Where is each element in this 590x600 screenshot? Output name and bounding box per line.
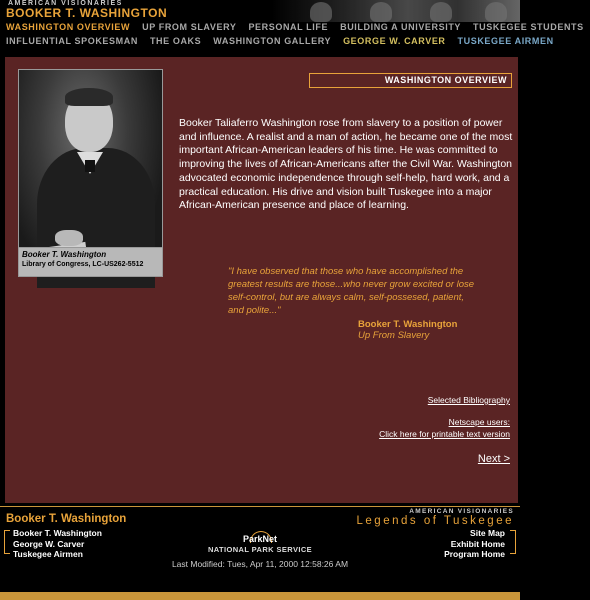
nav-row-primary <box>0 21 584 33</box>
footer-link-george-w-carver[interactable]: George W. Carver <box>13 538 85 549</box>
footer-title: Booker T. Washington <box>6 513 127 525</box>
footer-bracket-right <box>510 530 516 554</box>
nav-item-tuskegee-students[interactable]: TUSKEGEE STUDENTS <box>473 22 584 32</box>
last-modified: Last Modified: Tues, Apr 11, 2000 12:58:26 AM <box>171 559 349 569</box>
footer-site-links <box>444 528 505 560</box>
printable-version-link[interactable]: Click here for printable text version <box>379 429 510 439</box>
footer-link-booker-t-washington[interactable]: Booker T. Washington <box>13 528 102 538</box>
nav-item-washington-gallery[interactable]: WASHINGTON GALLERY <box>213 36 332 46</box>
portrait-thumbnail <box>485 2 507 22</box>
nav-item-up-from-slavery[interactable]: UP FROM SLAVERY <box>142 22 237 32</box>
nav-item-building-a-university[interactable]: BUILDING A UNIVERSITY <box>340 22 462 32</box>
quote-source: Up From Slavery <box>358 330 430 341</box>
main-content <box>5 57 518 503</box>
photo-caption <box>18 247 163 277</box>
legends-of-tuskegee-logo[interactable]: Legends of Tuskegee <box>356 515 514 527</box>
footer-link-site-map[interactable]: Site Map <box>470 528 505 538</box>
photo-caption-credit: Library of Congress, LC-US262-5512 <box>22 261 144 268</box>
footer-link-program-home[interactable]: Program Home <box>444 549 505 559</box>
nav-item-washington-overview[interactable]: WASHINGTON OVERVIEW <box>6 22 131 32</box>
netscape-users-link[interactable]: Netscape users: <box>448 417 510 427</box>
nav-item-the-oaks[interactable]: THE OAKS <box>149 36 202 46</box>
footer-divider <box>0 506 520 507</box>
quote-author: Booker T. Washington <box>358 319 458 330</box>
nav-item-tuskegee-airmen[interactable]: TUSKEGEE AIRMEN <box>457 36 554 46</box>
footer-link-tuskegee-airmen[interactable]: Tuskegee Airmen <box>13 549 83 559</box>
footer-visionary-links <box>13 528 102 560</box>
photo-figure-tie <box>85 160 95 172</box>
portrait-thumbnail <box>310 2 332 22</box>
header-photo-strip <box>270 0 520 22</box>
nav-item-personal-life[interactable]: PERSONAL LIFE <box>248 22 329 32</box>
nav-item-george-w-carver[interactable]: GEORGE W. CARVER <box>343 36 446 46</box>
legends-subtitle: AMERICAN VISIONARIES <box>409 508 514 515</box>
quote-text: "I have observed that those who have accomplished the greatest results are those...who never grow excited or lose self-control, but are always calm, self-possesed, patient, and polite..." <box>228 266 475 316</box>
photo-caption-name: Booker T. Washington <box>22 250 107 259</box>
photo-figure-hair <box>65 88 113 106</box>
intro-paragraph: Booker Taliaferro Washington rose from slavery to a position of power and influence. A realist and a man of action, he became one of the most important African-American leaders of his time. He was committed to improving the lives of African-Americans after the Civil War. Washington advocated economic independence through self-help, hard work, and a practical education. His drive and vision built Tuskegee into a major African-American presence and place of learning. <box>179 117 513 212</box>
bibliography-link[interactable]: Selected Bibliography <box>427 395 510 405</box>
site-title[interactable]: BOOKER T. WASHINGTON <box>6 6 168 20</box>
section-title: WASHINGTON OVERVIEW <box>309 73 512 88</box>
site-header <box>0 0 584 50</box>
bottom-color-bar <box>0 592 520 600</box>
series-subtitle: AMERICAN VISIONARIES <box>8 0 123 7</box>
next-page-link[interactable]: Next > <box>477 453 510 465</box>
photo-figure-hand <box>55 230 83 246</box>
portrait-thumbnail <box>430 2 452 22</box>
nps-label: NATIONAL PARK SERVICE <box>207 545 313 554</box>
footer-bracket-left <box>4 530 10 554</box>
nav-row-secondary <box>0 35 554 47</box>
nav-item-influential-spokesman[interactable]: INFLUENTIAL SPOKESMAN <box>6 36 138 46</box>
portrait-photo <box>18 69 163 277</box>
parknet-logo[interactable]: ParkNet <box>242 534 278 544</box>
footer-link-exhibit-home[interactable]: Exhibit Home <box>450 538 505 549</box>
portrait-thumbnail <box>370 2 392 22</box>
